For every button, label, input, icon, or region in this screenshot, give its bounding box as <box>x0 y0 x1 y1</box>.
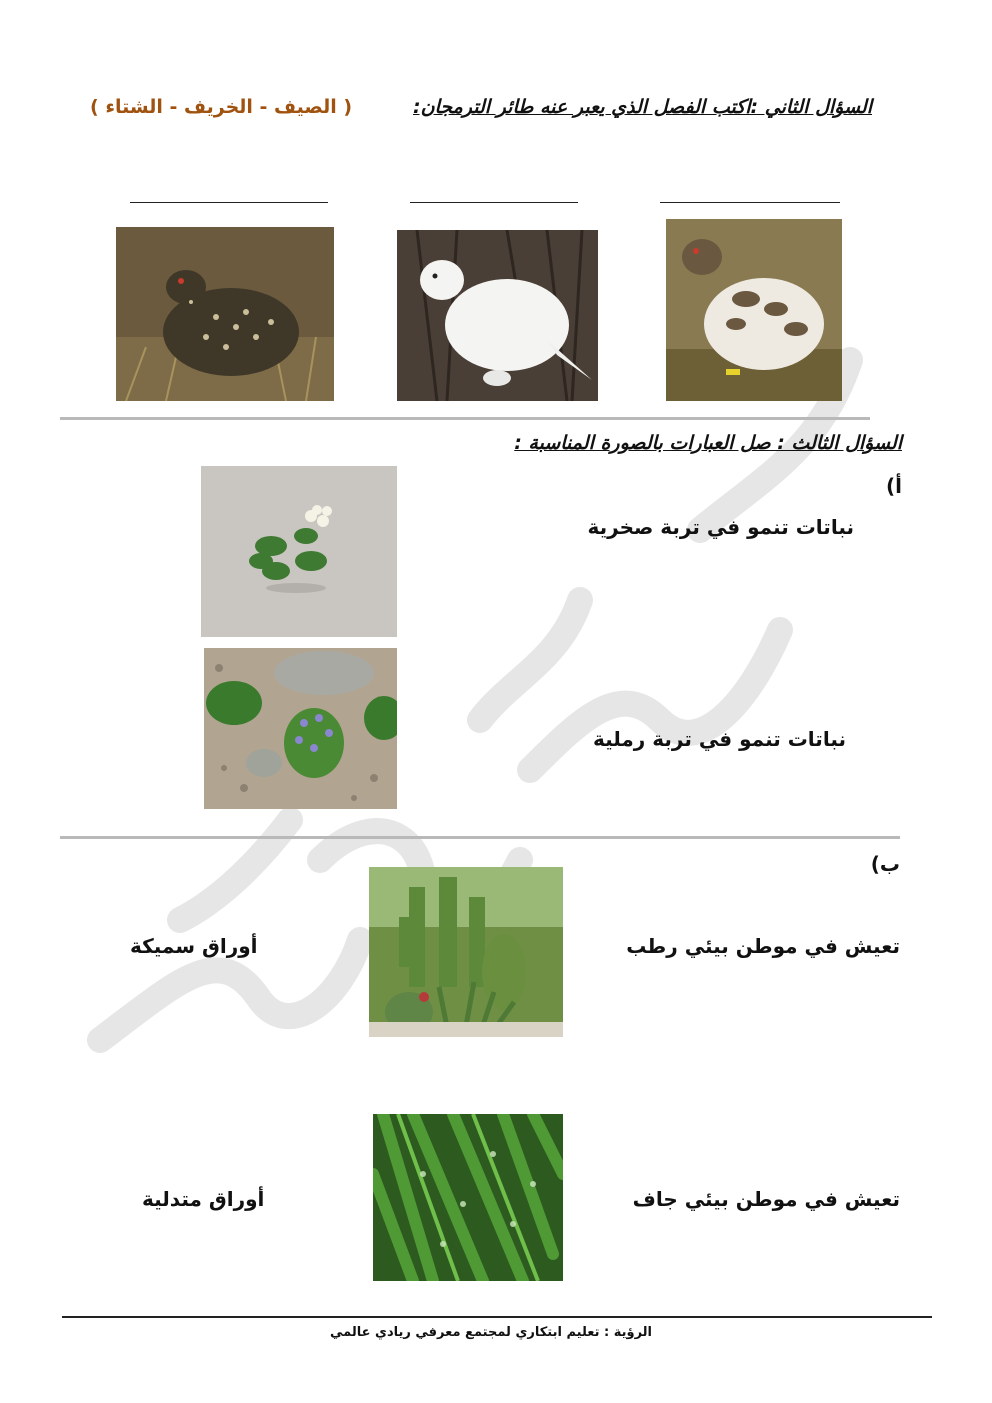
question-3-title: السؤال الثالث : صل العبارات بالصورة المناسبة : <box>514 432 902 454</box>
part-b-label: ب) <box>870 852 900 876</box>
part-a-label: أ) <box>886 474 902 498</box>
part-b-phrase-dry-habitat[interactable]: تعيش في موطن بيئي جاف <box>632 1187 900 1211</box>
section-divider-2 <box>60 836 900 839</box>
part-b-phrase-thick-leaves[interactable]: أوراق سميكة <box>130 934 258 958</box>
wet-grass-leaves-photo[interactable] <box>373 1114 563 1281</box>
plant-in-rocks-photo[interactable] <box>204 648 397 809</box>
answer-blank-1[interactable] <box>130 202 328 203</box>
question-2-title: السؤال الثاني :اكتب الفصل الذي يعبر عنه طائر الترمجان: <box>413 96 872 118</box>
ptarmigan-autumn-photo <box>666 219 842 401</box>
footer-vision-text: الرؤية : تعليم ابتكاري لمجتمع معرفي ريادي عالمي <box>330 1325 653 1340</box>
answer-blank-3[interactable] <box>660 202 840 203</box>
cactus-photo[interactable] <box>369 867 563 1037</box>
answer-blank-2[interactable] <box>410 202 578 203</box>
part-b-phrase-drooping-leaves[interactable]: أوراق متدلية <box>142 1187 265 1211</box>
section-divider <box>60 417 870 420</box>
part-a-phrase-sandy-soil[interactable]: نباتات تنمو في تربة رملية <box>592 727 846 751</box>
plant-in-sand-photo[interactable] <box>201 466 397 637</box>
part-a-phrase-rocky-soil[interactable]: نباتات تنمو في تربة صخرية <box>587 515 854 539</box>
season-choices: ( الصيف - الخريف - الشتاء ) <box>90 96 353 118</box>
footer-divider <box>62 1316 932 1318</box>
ptarmigan-winter-photo <box>397 230 598 401</box>
ptarmigan-summer-photo <box>116 227 334 401</box>
part-b-phrase-humid-habitat[interactable]: تعيش في موطن بيئي رطب <box>626 934 900 958</box>
